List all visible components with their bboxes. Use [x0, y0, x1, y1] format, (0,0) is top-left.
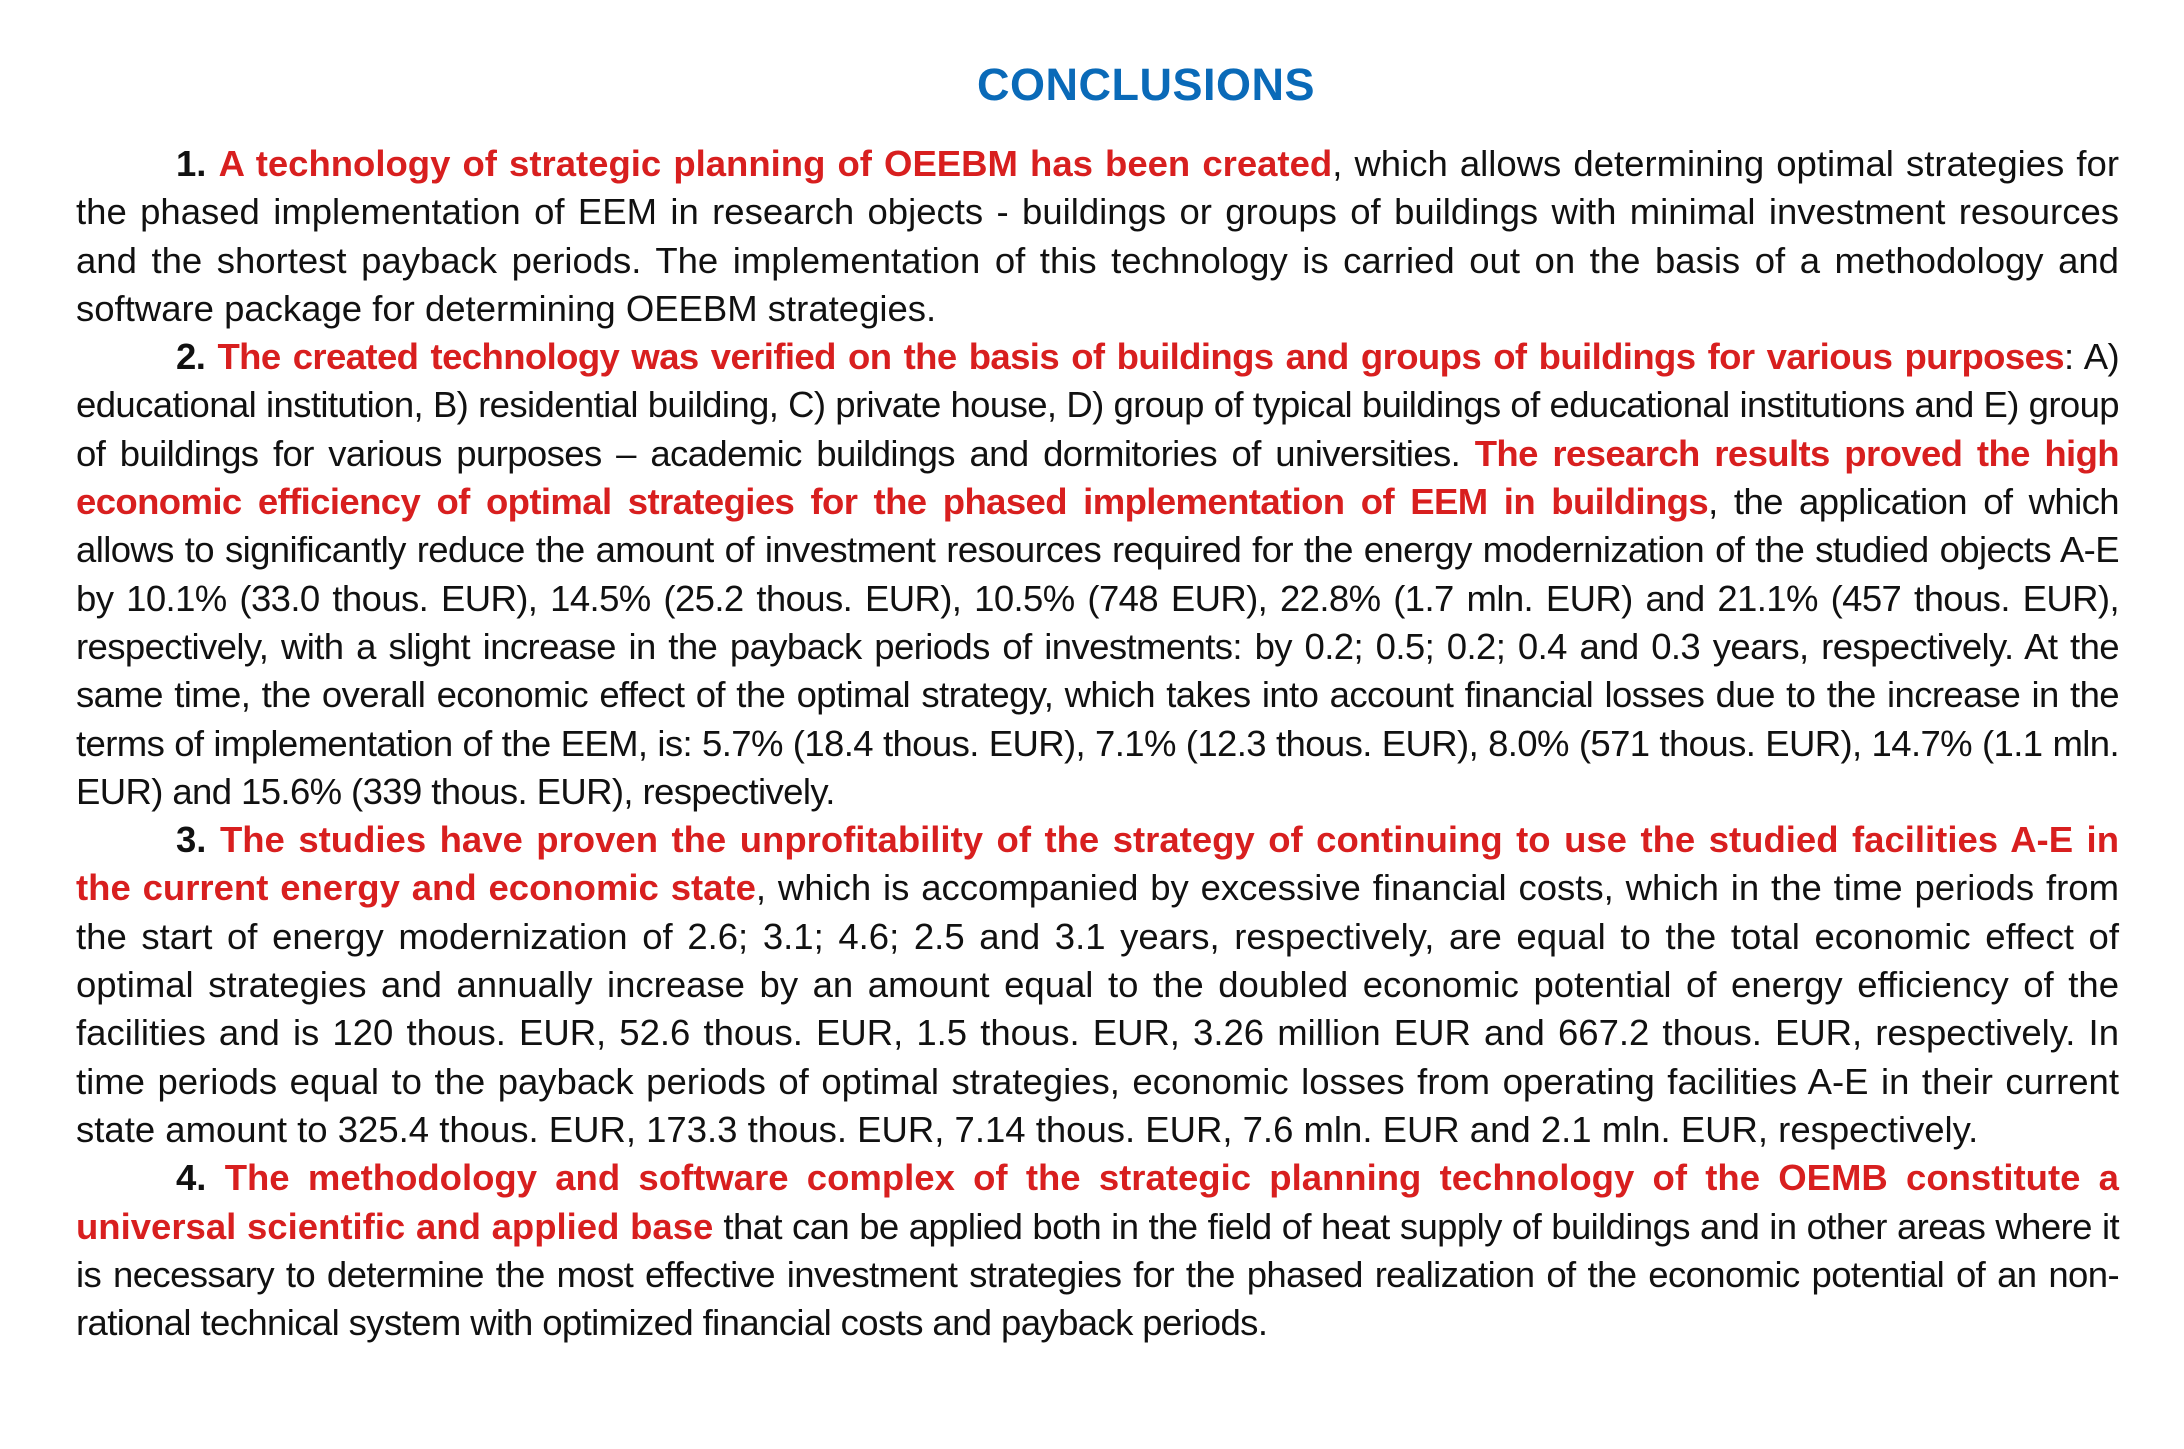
conclusion-highlight: The research results proved the high economic efficiency of optimal strategies for the phased implementation of EEM in buildings [76, 432, 2119, 523]
conclusion-text: , which allows determining optimal strategies for the phased implementation of EEM in research objects - buildings or groups of buildings with minimal investment resources and the shortest payback periods. The implementation of this technology is carried out on the basis of a methodology and software package for determining OEEBM strategies. [76, 143, 2119, 329]
conclusions-list [76, 140, 2119, 1347]
conclusion-text: , the application of which allows to significantly reduce the amount of investment resources required for the energy modernization of the studied objects A-E by 10.1% (33.0 thous. EUR), 14.5% (25.2 thous. EUR), 10.5% (748 EUR), 22.8% (1.7 mln. EUR) and 21.1% (457 thous. EUR), respectively, with a slight increase in the payback periods of investments: by 0.2; 0.5; 0.2; 0.4 and 0.3 years, respectively. At the same time, the overall economic effect of the optimal strategy, which takes into account financial losses due to the increase in the terms of implementation of the EEM, is: 5.7% (18.4 thous. EUR), 7.1% (12.3 thous. EUR), 8.0% (571 thous. EUR), 14.7% (1.1 mln. EUR) and 15.6% (339 thous. EUR), respectively. [76, 481, 2119, 812]
conclusion-number: 4. [176, 1157, 207, 1199]
conclusion-item-4 [76, 1154, 2119, 1347]
conclusion-highlight: The created technology was verified on the basis of buildings and groups of buildings for various purposes [217, 336, 2064, 378]
conclusion-highlight: The methodology and software complex of the strategic planning technology of the OEMB constitute a universal scientific and applied base [76, 1157, 2119, 1247]
conclusion-number: 2. [176, 336, 206, 378]
conclusion-number: 1. [176, 143, 207, 184]
conclusion-text: that can be applied both in the field of heat supply of buildings and in other areas where it is necessary to determine the most effective investment strategies for the phased realization of the economic potential of an non-rational technical system with optimized financial costs and payback periods. [76, 1205, 2119, 1344]
conclusion-item-3 [76, 816, 2119, 1154]
conclusion-text: , which is accompanied by excessive financial costs, which in the time periods from the start of energy modernization of 2.6; 3.1; 4.6; 2.5 and 3.1 years, respectively, are equal to the total economic effect of optimal strategies and annually increase by an amount equal to the doubled economic potential of energy efficiency of the facilities and is 120 thous. EUR, 52.6 thous. EUR, 1.5 thous. EUR, 3.26 million EUR and 667.2 thous. EUR, respectively. In time periods equal to the payback periods of optimal strategies, economic losses from operating facilities A-E in their current state amount to 325.4 thous. EUR, 173.3 thous. EUR, 7.14 thous. EUR, 7.6 mln. EUR and 2.1 mln. EUR, respectively. [76, 867, 2119, 1150]
conclusion-item-2 [76, 333, 2119, 816]
page-title: CONCLUSIONS [976, 59, 1315, 110]
conclusion-item-1 [76, 140, 2119, 333]
conclusion-number: 3. [176, 819, 207, 861]
conclusion-text: : A) educational institution, B) residential building, C) private house, D) group of typical buildings of educational institutions and E) group of buildings for various purposes – academic buildings and dormitories of universities. [76, 336, 2119, 474]
conclusion-highlight: The studies have proven the unprofitability of the strategy of continuing to use the studied facilities A-E in the current energy and economic state [76, 819, 2119, 909]
conclusion-highlight: A technology of strategic planning of OEEBM has been created [218, 143, 1333, 184]
